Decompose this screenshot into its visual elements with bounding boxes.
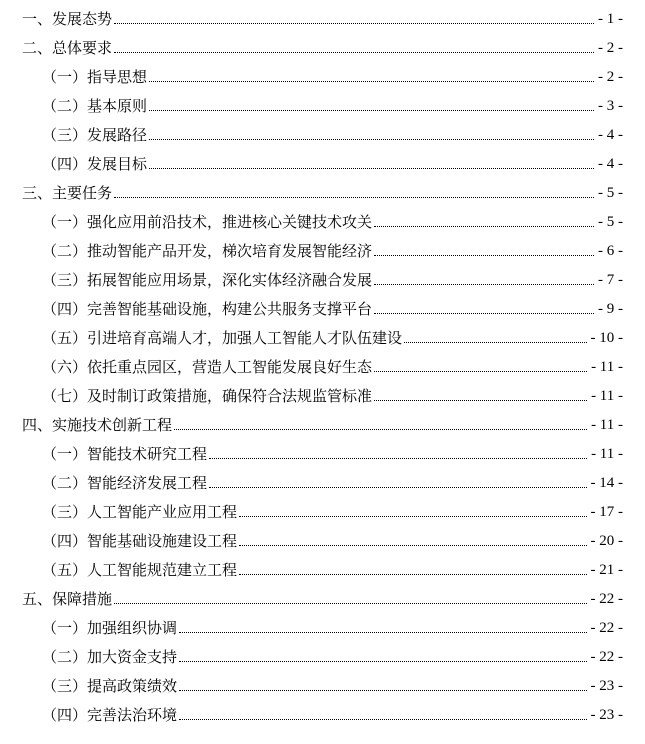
toc-entry[interactable] — [0, 322, 645, 351]
toc-entry-page-number: - 22 - — [590, 620, 623, 636]
toc-entry-page-number: - 2 - — [598, 40, 623, 56]
toc-entry-title: （三）人工智能产业应用工程 — [42, 503, 238, 521]
toc-entry-title: （一）强化应用前沿技术，推进核心关键技术攻关 — [42, 213, 373, 231]
toc-entry[interactable] — [0, 119, 645, 148]
dot-leader — [179, 690, 586, 691]
toc-entry-page-number: - 21 - — [590, 562, 623, 578]
dot-leader — [114, 197, 594, 198]
dot-leader — [179, 719, 586, 720]
toc-entry-title: （二）智能经济发展工程 — [42, 474, 208, 492]
dot-leader — [239, 516, 586, 517]
table-of-contents — [0, 3, 645, 728]
dot-leader — [114, 23, 594, 24]
toc-entry-title: （二）基本原则 — [42, 97, 148, 115]
toc-entry-page-number: - 6 - — [598, 243, 623, 259]
dot-leader — [114, 52, 594, 53]
toc-entry-title: 三、主要任务 — [22, 184, 113, 202]
toc-entry-page-number: - 9 - — [598, 301, 623, 317]
dot-leader — [374, 400, 587, 401]
toc-entry[interactable] — [0, 293, 645, 322]
dot-leader — [239, 574, 586, 575]
toc-entry-page-number: - 3 - — [598, 98, 623, 114]
dot-leader — [209, 487, 586, 488]
dot-leader — [209, 458, 587, 459]
dot-leader — [239, 545, 586, 546]
toc-entry-title: （四）完善法治环境 — [42, 706, 178, 724]
toc-entry[interactable] — [0, 61, 645, 90]
toc-entry-title: （七）及时制订政策措施，确保符合法规监管标准 — [42, 387, 373, 405]
toc-entry-title: （三）拓展智能应用场景，深化实体经济融合发展 — [42, 271, 373, 289]
toc-entry-page-number: - 7 - — [598, 272, 623, 288]
toc-entry-page-number: - 4 - — [598, 127, 623, 143]
toc-entry-page-number: - 5 - — [598, 214, 623, 230]
toc-entry-title: （四）发展目标 — [42, 155, 148, 173]
toc-entry[interactable] — [0, 177, 645, 206]
toc-entry-title: （一）指导思想 — [42, 68, 148, 86]
toc-entry-page-number: - 20 - — [590, 533, 623, 549]
toc-entry-page-number: - 1 - — [598, 11, 623, 27]
toc-entry[interactable] — [0, 351, 645, 380]
toc-entry-page-number: - 10 - — [590, 330, 623, 346]
toc-entry-page-number: - 11 - — [591, 446, 623, 462]
toc-entry-title: 五、保障措施 — [22, 590, 113, 608]
toc-entry-page-number: - 23 - — [590, 678, 623, 694]
toc-entry[interactable] — [0, 467, 645, 496]
toc-entry-title: （四）完善智能基础设施，构建公共服务支撑平台 — [42, 300, 373, 318]
dot-leader — [149, 139, 594, 140]
toc-entry-page-number: - 22 - — [590, 649, 623, 665]
toc-entry[interactable] — [0, 380, 645, 409]
dot-leader — [149, 81, 594, 82]
toc-entry[interactable] — [0, 438, 645, 467]
toc-entry[interactable] — [0, 409, 645, 438]
toc-entry[interactable] — [0, 525, 645, 554]
toc-entry-title: （五）人工智能规范建立工程 — [42, 561, 238, 579]
dot-leader — [374, 226, 594, 227]
toc-entry[interactable] — [0, 496, 645, 525]
toc-entry[interactable] — [0, 148, 645, 177]
toc-entry-page-number: - 17 - — [590, 504, 623, 520]
toc-entry[interactable] — [0, 641, 645, 670]
toc-entry-page-number: - 23 - — [590, 707, 623, 723]
toc-entry[interactable] — [0, 206, 645, 235]
toc-entry[interactable] — [0, 583, 645, 612]
toc-entry[interactable] — [0, 612, 645, 641]
toc-entry[interactable] — [0, 3, 645, 32]
toc-entry-page-number: - 14 - — [590, 475, 623, 491]
dot-leader — [179, 661, 586, 662]
toc-entry-title: 二、总体要求 — [22, 39, 113, 57]
toc-entry-title: （五）引进培育高端人才，加强人工智能人才队伍建设 — [42, 329, 403, 347]
dot-leader — [114, 603, 586, 604]
toc-entry-page-number: - 5 - — [598, 185, 623, 201]
toc-entry-page-number: - 2 - — [598, 69, 623, 85]
dot-leader — [374, 255, 594, 256]
toc-entry-title: （四）智能基础设施建设工程 — [42, 532, 238, 550]
dot-leader — [374, 284, 594, 285]
toc-entry-page-number: - 11 - — [591, 417, 623, 433]
toc-entry-title: （二）推动智能产品开发，梯次培育发展智能经济 — [42, 242, 373, 260]
toc-entry-title: （六）依托重点园区，营造人工智能发展良好生态 — [42, 358, 373, 376]
dot-leader — [374, 313, 594, 314]
toc-entry-title: （三）发展路径 — [42, 126, 148, 144]
toc-entry-page-number: - 22 - — [590, 591, 623, 607]
toc-entry[interactable] — [0, 32, 645, 61]
toc-entry-title: （二）加大资金支持 — [42, 648, 178, 666]
toc-entry[interactable] — [0, 264, 645, 293]
dot-leader — [179, 632, 586, 633]
dot-leader — [149, 110, 594, 111]
toc-entry-title: 一、发展态势 — [22, 10, 113, 28]
toc-entry[interactable] — [0, 670, 645, 699]
toc-entry[interactable] — [0, 699, 645, 728]
toc-entry[interactable] — [0, 235, 645, 264]
toc-entry-page-number: - 11 - — [591, 359, 623, 375]
toc-entry-page-number: - 4 - — [598, 156, 623, 172]
toc-entry[interactable] — [0, 90, 645, 119]
toc-entry-page-number: - 11 - — [591, 388, 623, 404]
dot-leader — [149, 168, 594, 169]
dot-leader — [404, 342, 586, 343]
toc-entry-title: 四、实施技术创新工程 — [22, 416, 173, 434]
toc-entry[interactable] — [0, 554, 645, 583]
toc-entry-title: （三）提高政策绩效 — [42, 677, 178, 695]
dot-leader — [174, 429, 587, 430]
toc-entry-title: （一）智能技术研究工程 — [42, 445, 208, 463]
dot-leader — [374, 371, 587, 372]
toc-entry-title: （一）加强组织协调 — [42, 619, 178, 637]
